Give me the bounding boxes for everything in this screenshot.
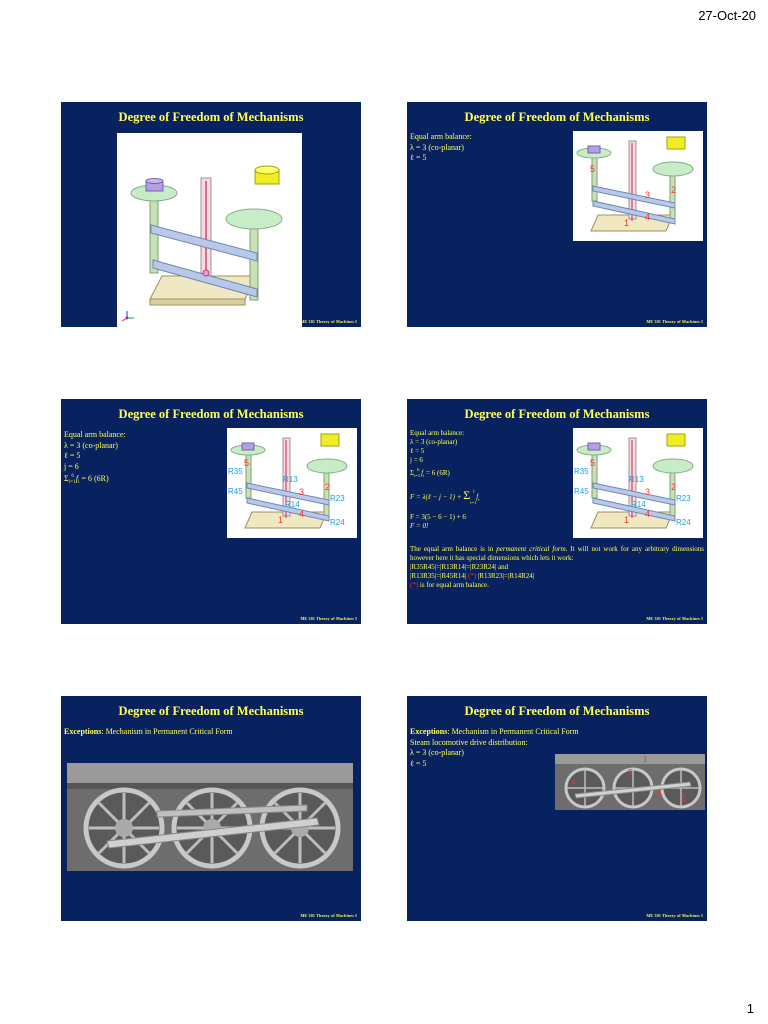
text-line: λ = 3 (co-planar)	[64, 440, 118, 450]
figure-label: 4	[645, 509, 651, 519]
equation-line: |R35R45|=|R13R14|=|R23R24| and	[410, 563, 509, 571]
figure-label: 5	[590, 164, 596, 174]
paragraph-text	[410, 545, 704, 563]
locomotive-photo	[67, 763, 353, 871]
slide-text	[410, 429, 570, 531]
exceptions-text: : Mechanism in Permanent Critical Form	[101, 727, 233, 736]
joint-label: R13	[283, 475, 298, 484]
slide-title: Degree of Freedom of Mechanisms	[118, 704, 304, 718]
f-symbol: f	[75, 474, 79, 483]
slide-footer: ME 301 Theory of Machines I	[300, 616, 357, 621]
joint-label: R23	[676, 494, 691, 503]
joint-label: R24	[330, 518, 345, 527]
sum-sup: 6	[71, 474, 74, 479]
sum-sign: Σ	[410, 469, 415, 477]
balance-figure	[573, 428, 703, 538]
page-number: 1	[746, 1001, 754, 1016]
equal-arm-balance-illustration	[573, 131, 703, 241]
sum-line	[410, 465, 570, 480]
slide-footer: ME 301 Theory of Machines I	[646, 913, 703, 918]
text-line: λ = 3 (co-planar)	[410, 438, 458, 446]
slide-footer: ME 301 Theory of Machines I	[300, 913, 357, 918]
slide-title: Degree of Freedom of Mechanisms	[464, 704, 650, 718]
note-line	[410, 581, 704, 590]
text-line: ℓ = 5	[410, 758, 427, 768]
text-line: Equal arm balance:	[410, 429, 465, 437]
figure-label: 3	[299, 487, 305, 497]
figure-label: 5	[590, 458, 596, 468]
locomotive-photo	[555, 754, 705, 810]
figure-label: 3	[645, 190, 651, 200]
note-star: (*)	[410, 581, 419, 589]
text-line: Steam locomotive drive distribution:	[410, 737, 528, 747]
para-part: The equal arm balance is in	[410, 545, 497, 553]
f-symbol: f	[421, 469, 424, 477]
joint-label: R35	[228, 467, 243, 476]
text-line: j = 6	[64, 461, 79, 471]
joint-label: R14	[631, 500, 646, 509]
slide-footer: ME 301 Theory of Machines I	[646, 319, 703, 324]
para-italic: permanent critical form	[496, 545, 566, 553]
figure-label: 3	[657, 788, 662, 797]
page-date: 27-Oct-20	[698, 8, 756, 23]
slide-6	[407, 696, 707, 921]
text-line: λ = 3 (co-planar)	[410, 142, 464, 152]
figure-label: 2	[325, 482, 331, 492]
joint-label: R14	[285, 500, 300, 509]
sum-value: = 6 (6R)	[424, 469, 450, 477]
slide-text	[64, 430, 126, 489]
slide-paragraph	[410, 545, 704, 590]
sum-sup: 6	[417, 467, 420, 472]
formula-lhs: F = λ(ℓ − j − 1) +	[410, 493, 464, 501]
balance-figure	[117, 133, 302, 327]
locomotive-wheels-illustration	[67, 763, 353, 871]
balance-figure	[573, 131, 703, 241]
joint-label: R24	[676, 518, 691, 527]
f-sub: i	[478, 497, 480, 502]
exceptions-label: Exceptions	[410, 727, 448, 736]
figure-label: 5	[628, 768, 633, 777]
figure-label: 2	[671, 185, 677, 195]
figure-label: 2	[681, 794, 686, 803]
joint-label: R45	[228, 487, 243, 496]
joint-label: R13	[629, 475, 644, 484]
exceptions-line	[64, 727, 233, 738]
eq-part: |R13R23|=|R14R24|	[476, 572, 535, 580]
slide-title: Degree of Freedom of Mechanisms	[118, 110, 304, 124]
figure-label: 4	[571, 778, 576, 787]
slide-3	[61, 399, 361, 624]
joint-label: R23	[330, 494, 345, 503]
figure-label: 2	[671, 482, 677, 492]
joint-label: R35	[574, 467, 589, 476]
sum-line	[64, 472, 126, 489]
slide-title: Degree of Freedom of Mechanisms	[464, 110, 650, 124]
f-sub: i	[423, 473, 425, 478]
text-line: ℓ = 5	[410, 447, 425, 455]
slide-1	[61, 102, 361, 327]
slide-footer: ME 301 Theory of Machines I	[646, 616, 703, 621]
text-line: λ = 3 (co-planar)	[410, 748, 464, 757]
slide-title: Degree of Freedom of Mechanisms	[118, 407, 304, 421]
sum-sign: Σ	[64, 474, 69, 483]
text-line: ℓ = 5	[64, 451, 81, 460]
slide-title: Degree of Freedom of Mechanisms	[464, 407, 650, 421]
text-line: F = 3(5 − 6 − 1) + 6	[410, 513, 466, 521]
exceptions-label: Exceptions	[64, 727, 102, 736]
slide-2	[407, 102, 707, 327]
sum-sup: j	[473, 488, 475, 493]
figure-label: 5	[244, 458, 250, 468]
figure-label: 1	[643, 755, 648, 764]
eq-star: (*)	[467, 572, 477, 580]
equal-arm-balance-illustration	[117, 133, 302, 327]
text-line: Equal arm balance:	[410, 132, 472, 141]
slide-5	[61, 696, 361, 921]
eq-part: |R13R35|=|R45R14|	[410, 572, 468, 580]
text-line: ℓ = 5	[410, 153, 427, 162]
slide-4	[407, 399, 707, 624]
note-text: is for equal arm balance.	[418, 581, 489, 589]
sum-sub: i=1	[68, 480, 76, 485]
exceptions-text: : Mechanism in Permanent Critical Form	[447, 727, 579, 736]
figure-label: 1	[624, 218, 630, 228]
figure-label: 1	[624, 515, 630, 525]
sum-value: = 6 (6R)	[79, 474, 109, 483]
sum-sub: i=1	[470, 500, 477, 505]
text-line: j = 6	[410, 456, 423, 464]
figure-label: 3	[645, 487, 651, 497]
slide-text	[410, 132, 472, 164]
f-symbol: f	[476, 493, 479, 501]
figure-label: 4	[299, 509, 305, 519]
f-sub: i	[78, 480, 80, 485]
joint-label: R45	[574, 487, 589, 496]
sum-sign: Σ	[463, 488, 471, 502]
slide-text	[64, 727, 233, 738]
balance-figure	[227, 428, 357, 538]
exceptions-line	[410, 727, 579, 738]
equation-line	[410, 572, 704, 581]
para-part: . It will not work for any arbitrary dimensions however here it has special dimensions which lets it work:	[410, 545, 704, 562]
figure-label: 4	[645, 212, 651, 222]
formula-line	[410, 486, 570, 507]
slide-footer: ME 301 Theory of Machines I	[300, 319, 357, 324]
slide-text	[410, 727, 579, 769]
text-line: Equal arm balance:	[64, 430, 126, 439]
text-line: F = 0!	[410, 522, 429, 530]
sum-sub: i=1	[414, 473, 421, 478]
figure-label: 1	[278, 515, 284, 525]
